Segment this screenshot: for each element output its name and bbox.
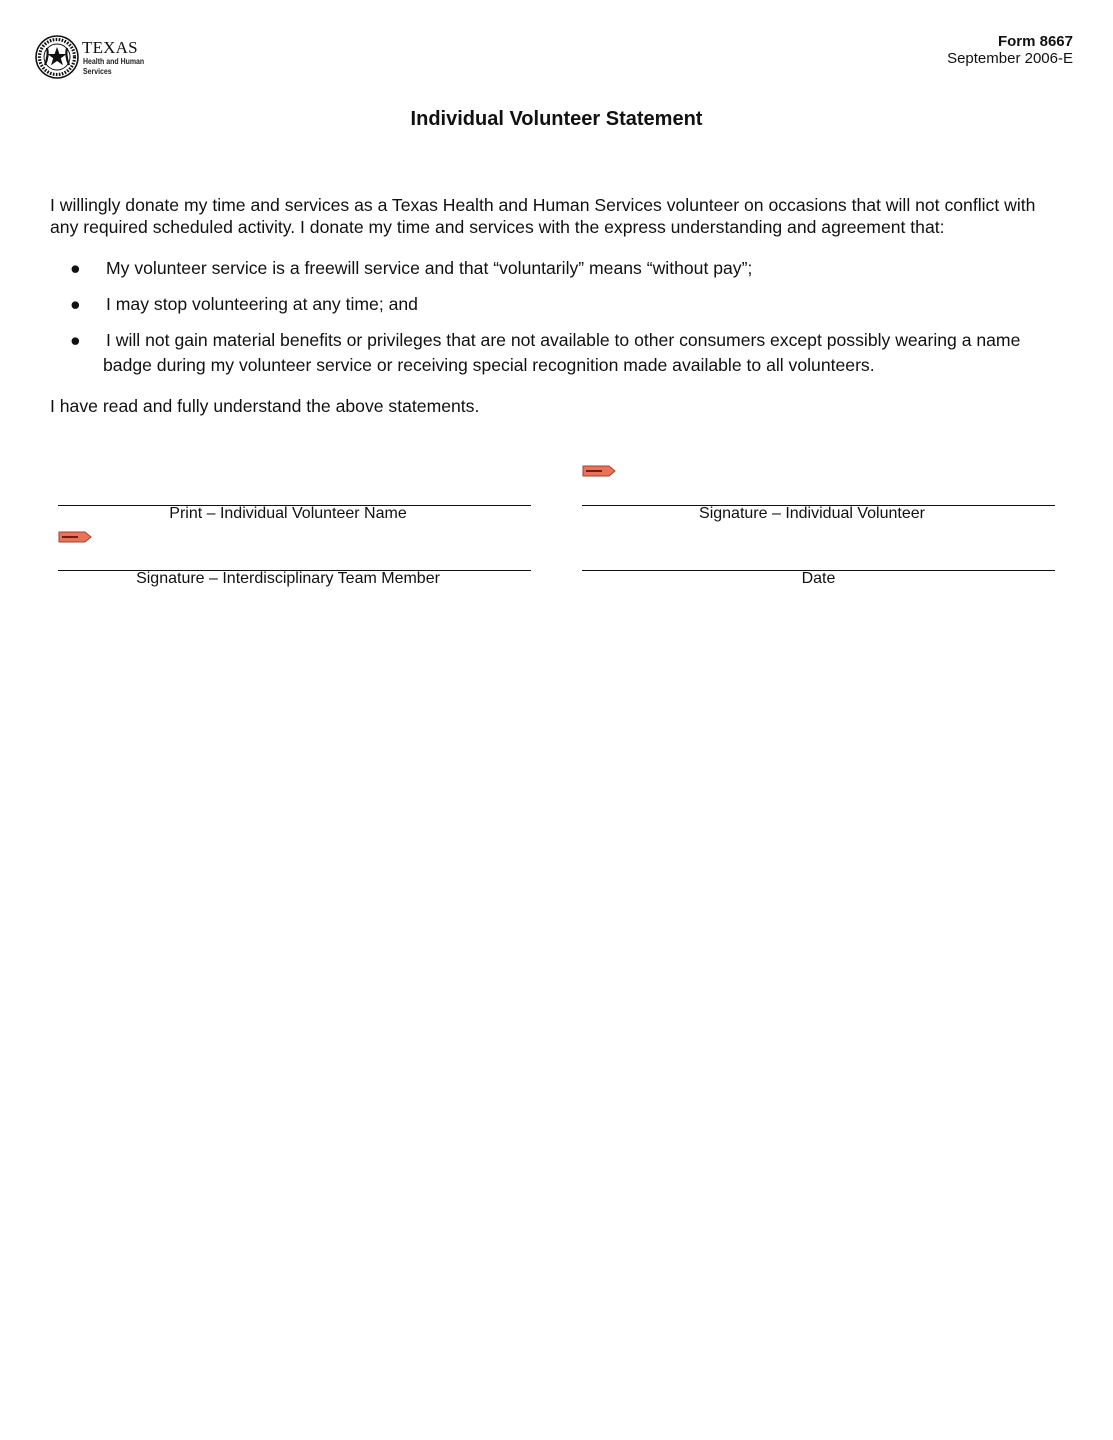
bullet-icon: ●	[70, 330, 81, 350]
list-item-text: I will not gain material benefits or privileges that are not available to other consumers except possibly wearing a name badge during my volunteer service or receiving special recognition made available to all volunteers.	[103, 330, 1021, 375]
logo-subtitle	[83, 57, 144, 76]
list-item-text: My volunteer service is a freewill service and that “voluntarily” means “without pay”;	[106, 258, 753, 278]
logo-subline-1: Health and Human	[83, 56, 145, 66]
agreement-terms-list	[50, 256, 1060, 389]
print-name-label: Print – Individual Volunteer Name	[169, 505, 407, 522]
team-member-signature-label: Signature – Interdisciplinary Team Member	[136, 570, 440, 587]
state-seal-icon	[35, 35, 79, 79]
sign-here-flag-icon	[58, 531, 92, 543]
sign-here-flag-icon	[582, 465, 616, 477]
form-number: Form 8667	[997, 33, 1073, 50]
acknowledgement-statement: I have read and fully understand the above statements.	[50, 396, 480, 416]
volunteer-signature-label: Signature – Individual Volunteer	[699, 505, 925, 522]
bullet-icon: ●	[70, 258, 81, 278]
document-title: Individual Volunteer Statement	[410, 108, 703, 130]
logo-subline-2: Services	[83, 65, 112, 76]
list-item	[50, 292, 1060, 317]
form-revision-date: September 2006-E	[947, 50, 1073, 67]
form-identifier	[947, 33, 1073, 67]
hhs-logo	[35, 35, 165, 81]
date-label: Date	[801, 570, 836, 587]
intro-paragraph: I willingly donate my time and services as a Texas Health and Human Services volunteer on occasions that will not conflict with any required scheduled activity. I donate my time and services with the express understanding and agreement that:	[50, 195, 1036, 237]
list-item-text: I may stop volunteering at any time; and	[106, 294, 418, 314]
list-item	[50, 328, 1060, 378]
logo-wordmark: TEXAS	[82, 38, 138, 57]
bullet-icon: ●	[70, 294, 81, 314]
list-item	[50, 256, 1060, 281]
